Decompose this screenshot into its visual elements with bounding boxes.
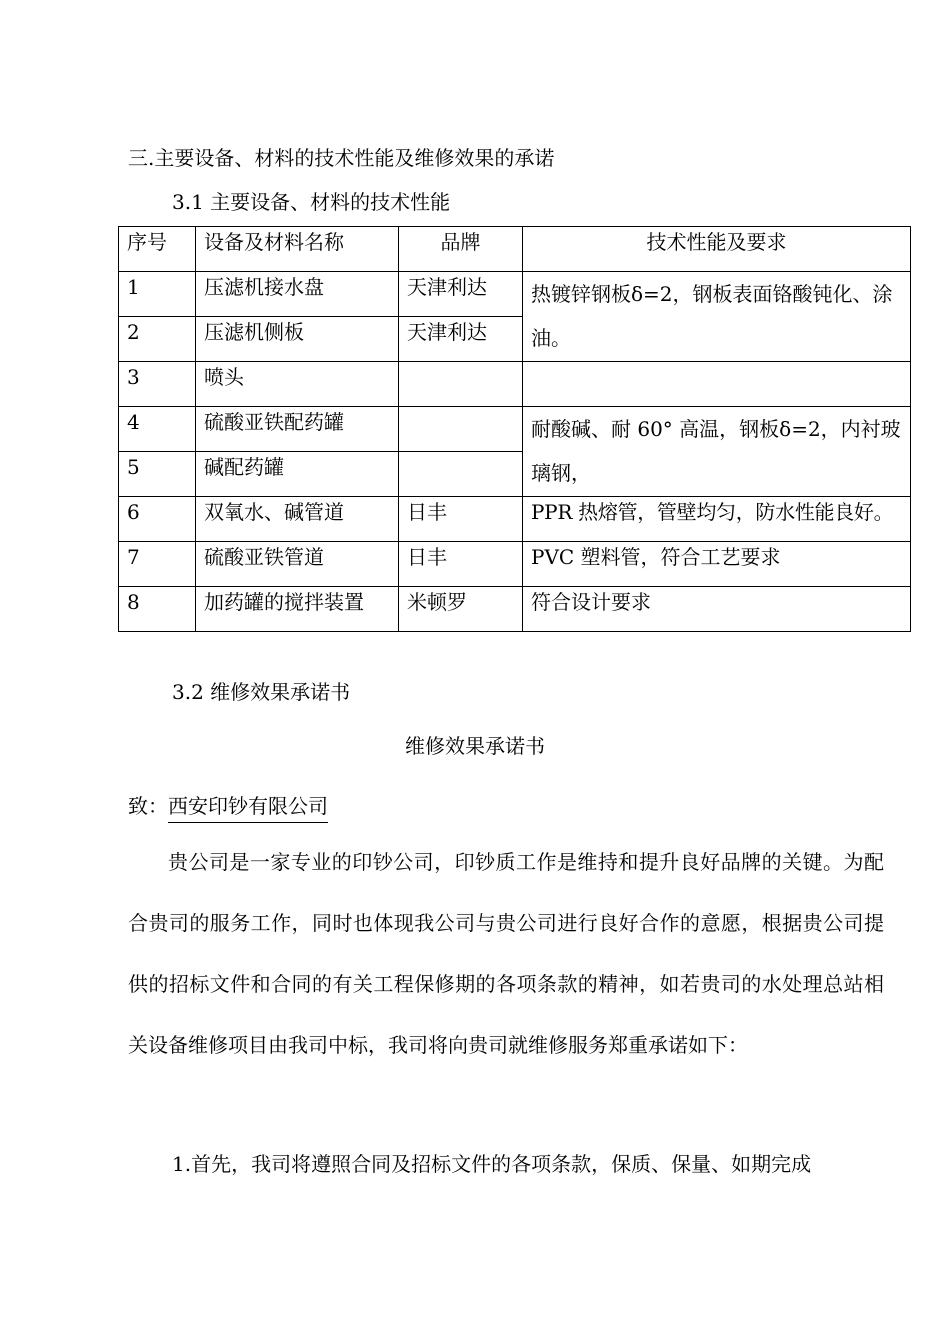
cell-no: 5 xyxy=(119,452,196,497)
cell-no: 4 xyxy=(119,407,196,452)
recipient-name: 西安印钞有限公司 xyxy=(168,794,328,823)
cell-no: 7 xyxy=(119,542,196,587)
subheading-commitment: 3.2 维修效果承诺书 xyxy=(172,680,351,704)
tech-text: 耐酸碱、耐 60° 高温，钢板δ=2，内衬玻璃钢， xyxy=(531,417,901,485)
subheading-technical-performance: 3.1 主要设备、材料的技术性能 xyxy=(172,190,451,214)
table-row xyxy=(119,407,911,452)
cell-no: 6 xyxy=(119,497,196,542)
header-tech: 技术性能及要求 xyxy=(523,227,911,272)
header-name: 设备及材料名称 xyxy=(196,227,399,272)
cell-tech: PVC 塑料管，符合工艺要求 xyxy=(523,542,911,587)
cell-name: 喷头 xyxy=(196,362,399,407)
table-row xyxy=(119,542,911,587)
cell-brand: 日丰 xyxy=(399,542,523,587)
letter-paragraph: 贵公司是一家专业的印钞公司，印钞质工作是维持和提升良好品牌的关键。为配合贵司的服务工作，同时也体现我公司与贵公司进行良好合作的意愿，根据贵公司提供的招标文件和合同的有关工程保修期的各项条款的精神，如若贵司的水处理总站相关设备维修项目由我司中标，我司将向贵司就维修服务郑重承诺如下： xyxy=(128,850,884,1057)
cell-name: 压滤机侧板 xyxy=(196,317,399,362)
cell-brand xyxy=(399,407,523,452)
cell-name: 碱配药罐 xyxy=(196,452,399,497)
cell-no: 8 xyxy=(119,587,196,632)
section-heading: 三.主要设备、材料的技术性能及维修效果的承诺 xyxy=(128,146,555,170)
table-row xyxy=(119,497,911,542)
cell-tech xyxy=(523,362,911,407)
cell-brand: 天津利达 xyxy=(399,272,523,317)
table-row xyxy=(119,362,911,407)
cell-brand: 天津利达 xyxy=(399,317,523,362)
cell-name: 硫酸亚铁管道 xyxy=(196,542,399,587)
cell-no: 1 xyxy=(119,272,196,317)
header-no: 序号 xyxy=(119,227,196,272)
cell-tech-merged xyxy=(523,272,911,362)
cell-name: 硫酸亚铁配药罐 xyxy=(196,407,399,452)
cell-tech-merged xyxy=(523,407,911,497)
to-label: 致： xyxy=(128,794,168,818)
tech-text: 热镀锌钢板δ=2，钢板表面铬酸钝化、涂油。 xyxy=(531,282,893,350)
cell-tech: 符合设计要求 xyxy=(523,587,911,632)
cell-name: 双氧水、碱管道 xyxy=(196,497,399,542)
letter-title: 维修效果承诺书 xyxy=(405,734,545,758)
table-header-row xyxy=(119,227,911,272)
cell-tech: PPR 热熔管，管壁均匀，防水性能良好。 xyxy=(523,497,911,542)
cell-brand xyxy=(399,452,523,497)
cell-no: 2 xyxy=(119,317,196,362)
cell-name: 压滤机接水盘 xyxy=(196,272,399,317)
equipment-spec-table xyxy=(118,226,911,632)
cell-name: 加药罐的搅拌装置 xyxy=(196,587,399,632)
table-row xyxy=(119,587,911,632)
cell-brand xyxy=(399,362,523,407)
recipient-line xyxy=(128,790,328,819)
cell-brand: 日丰 xyxy=(399,497,523,542)
table-row xyxy=(119,272,911,317)
commitment-item-1: 1.首先，我司将遵照合同及招标文件的各项条款，保质、保量、如期完成 xyxy=(172,1152,812,1176)
header-brand: 品牌 xyxy=(399,227,523,272)
cell-brand: 米顿罗 xyxy=(399,587,523,632)
cell-no: 3 xyxy=(119,362,196,407)
